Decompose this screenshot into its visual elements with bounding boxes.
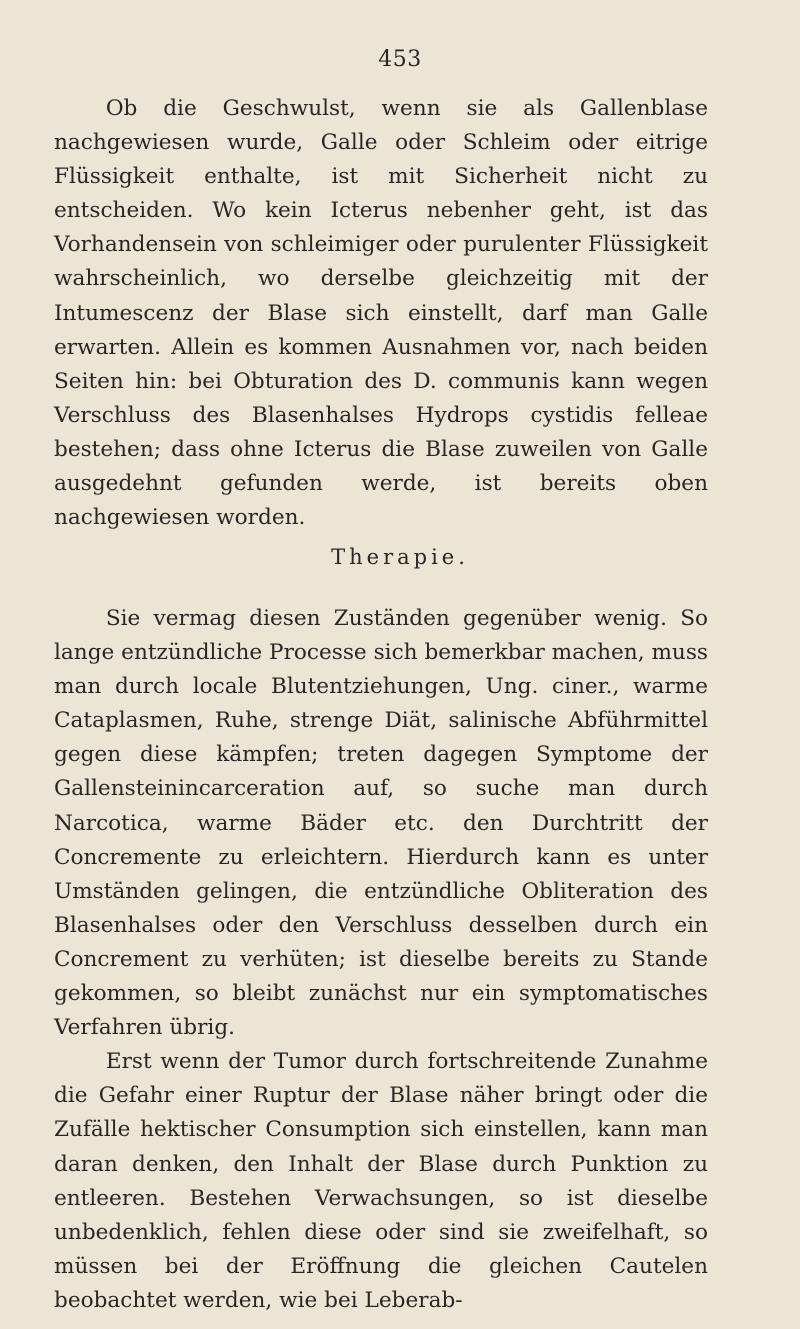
page-number: 453: [378, 47, 422, 72]
paragraph: Erst wenn der Tumor durch fortschreitende Zunahme die Gefahr einer Ruptur der Blase näher bringt oder die Zufälle hektischer Consumption sich einstellen, kann man daran denken, den Inhalt der Blase durch Punktion zu entleeren. Bestehen Verwachsungen, so ist dieselbe unbedenklich, fehlen diese oder sind sie zweifelhaft, so müssen bei der Eröffnung die gleichen Cautelen beobachtet werden, wie bei Leberab-: [54, 1049, 708, 1313]
section-heading: Therapie.: [331, 545, 469, 569]
paragraph: Ob die Geschwulst, wenn sie als Gallenblase nachgewiesen wurde, Galle oder Schleim oder eitrige Flüssigkeit enthalte, ist mit Sicherheit nicht zu entscheiden. Wo kein Icterus nebenher geht, ist das Vorhandensein von schleimiger oder purulenter Flüssigkeit wahrscheinlich, wo derselbe gleichzeitig mit der Intumescenz der Blase sich einstellt, darf man Galle erwarten. Allein es kommen Ausnahmen vor, nach beiden Seiten hin: bei Obturation des D. communis kann wegen Verschluss des Blasenhalses Hydrops cystidis felleae bestehen; dass ohne Icterus die Blase zuweilen von Galle ausgedehnt gefunden werde, ist bereits oben nachgewiesen worden.: [54, 96, 708, 531]
paragraph: Sie vermag diesen Zuständen gegenüber wenig. So lange entzündliche Processe sich bemerkbar machen, muss man durch locale Blutentziehungen, Ung. ciner., warme Cataplasmen, Ruhe, strenge Diät, salinische Abführmittel gegen diese kämpfen; treten dagegen Symptome der Gallensteinincarceration auf, so suche man durch Narcotica, warme Bäder etc. den Durchtritt der Concremente zu erleichtern. Hierdurch kann es unter Umständen gelingen, die entzündliche Obliteration des Blasenhalses oder den Verschluss desselben durch ein Concrement zu verhüten; ist dieselbe bereits zu Stande gekommen, so bleibt zunächst nur ein symptomatisches Verfahren übrig.: [54, 606, 708, 1041]
text-block-therapy: [54, 602, 708, 1318]
text-block-diagnosis: [54, 92, 708, 535]
